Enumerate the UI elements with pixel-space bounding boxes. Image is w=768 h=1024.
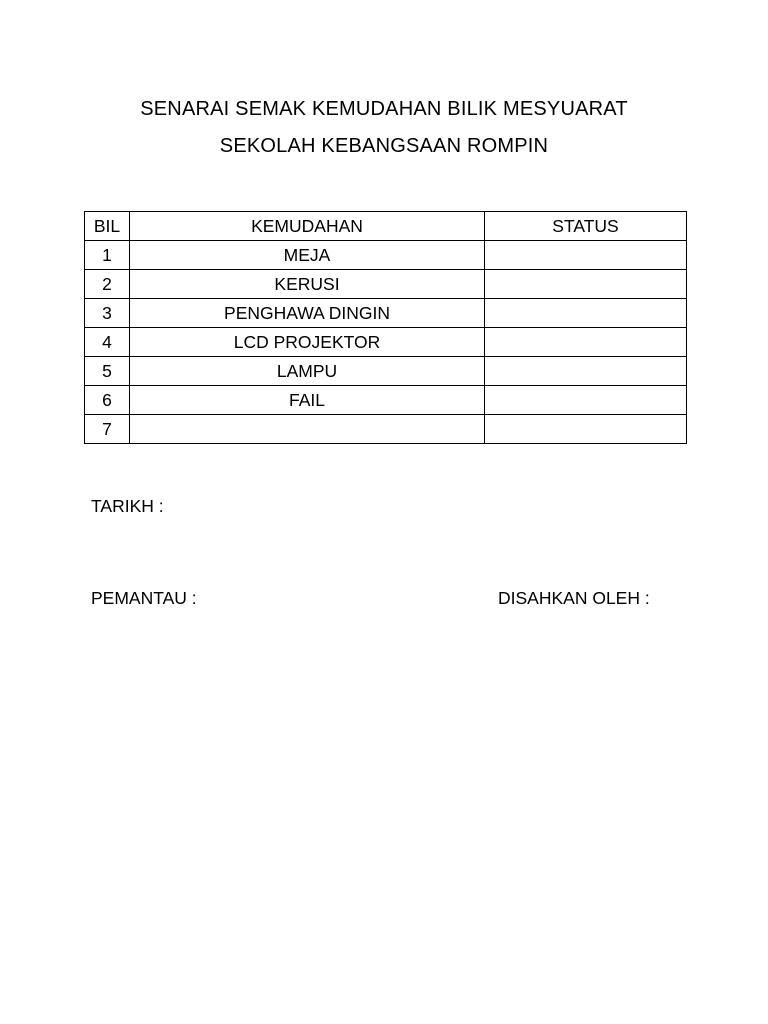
row-item: KERUSI: [130, 270, 485, 299]
row-status: [485, 328, 687, 357]
row-item: FAIL: [130, 386, 485, 415]
table-header-row: [85, 212, 687, 241]
row-number: 6: [85, 386, 130, 415]
header-status: STATUS: [485, 212, 687, 241]
row-number: 2: [85, 270, 130, 299]
row-number: 5: [85, 357, 130, 386]
row-status: [485, 415, 687, 444]
approved-by-label: DISAHKAN OLEH :: [498, 588, 650, 608]
row-number: 4: [85, 328, 130, 357]
table-row: [85, 386, 687, 415]
row-number: 1: [85, 241, 130, 270]
row-item: LCD PROJEKTOR: [130, 328, 485, 357]
table-row: [85, 299, 687, 328]
row-status: [485, 357, 687, 386]
row-item: PENGHAWA DINGIN: [130, 299, 485, 328]
row-status: [485, 270, 687, 299]
row-item: [130, 415, 485, 444]
row-number: 3: [85, 299, 130, 328]
row-item: MEJA: [130, 241, 485, 270]
header-kemudahan: KEMUDAHAN: [130, 212, 485, 241]
row-status: [485, 299, 687, 328]
monitor-label: PEMANTAU :: [91, 588, 197, 608]
table-row: [85, 328, 687, 357]
document-subtitle: SEKOLAH KEBANGSAAN ROMPIN: [219, 135, 549, 157]
row-number: 7: [85, 415, 130, 444]
header-bil: BIL: [85, 212, 130, 241]
date-label: TARIKH :: [91, 496, 164, 516]
checklist-table: [84, 211, 687, 444]
table-row: [85, 241, 687, 270]
row-status: [485, 241, 687, 270]
table-row: [85, 415, 687, 444]
table-row: [85, 357, 687, 386]
document-title: SENARAI SEMAK KEMUDAHAN BILIK MESYUARAT: [140, 98, 628, 120]
row-item: LAMPU: [130, 357, 485, 386]
table-row: [85, 270, 687, 299]
row-status: [485, 386, 687, 415]
